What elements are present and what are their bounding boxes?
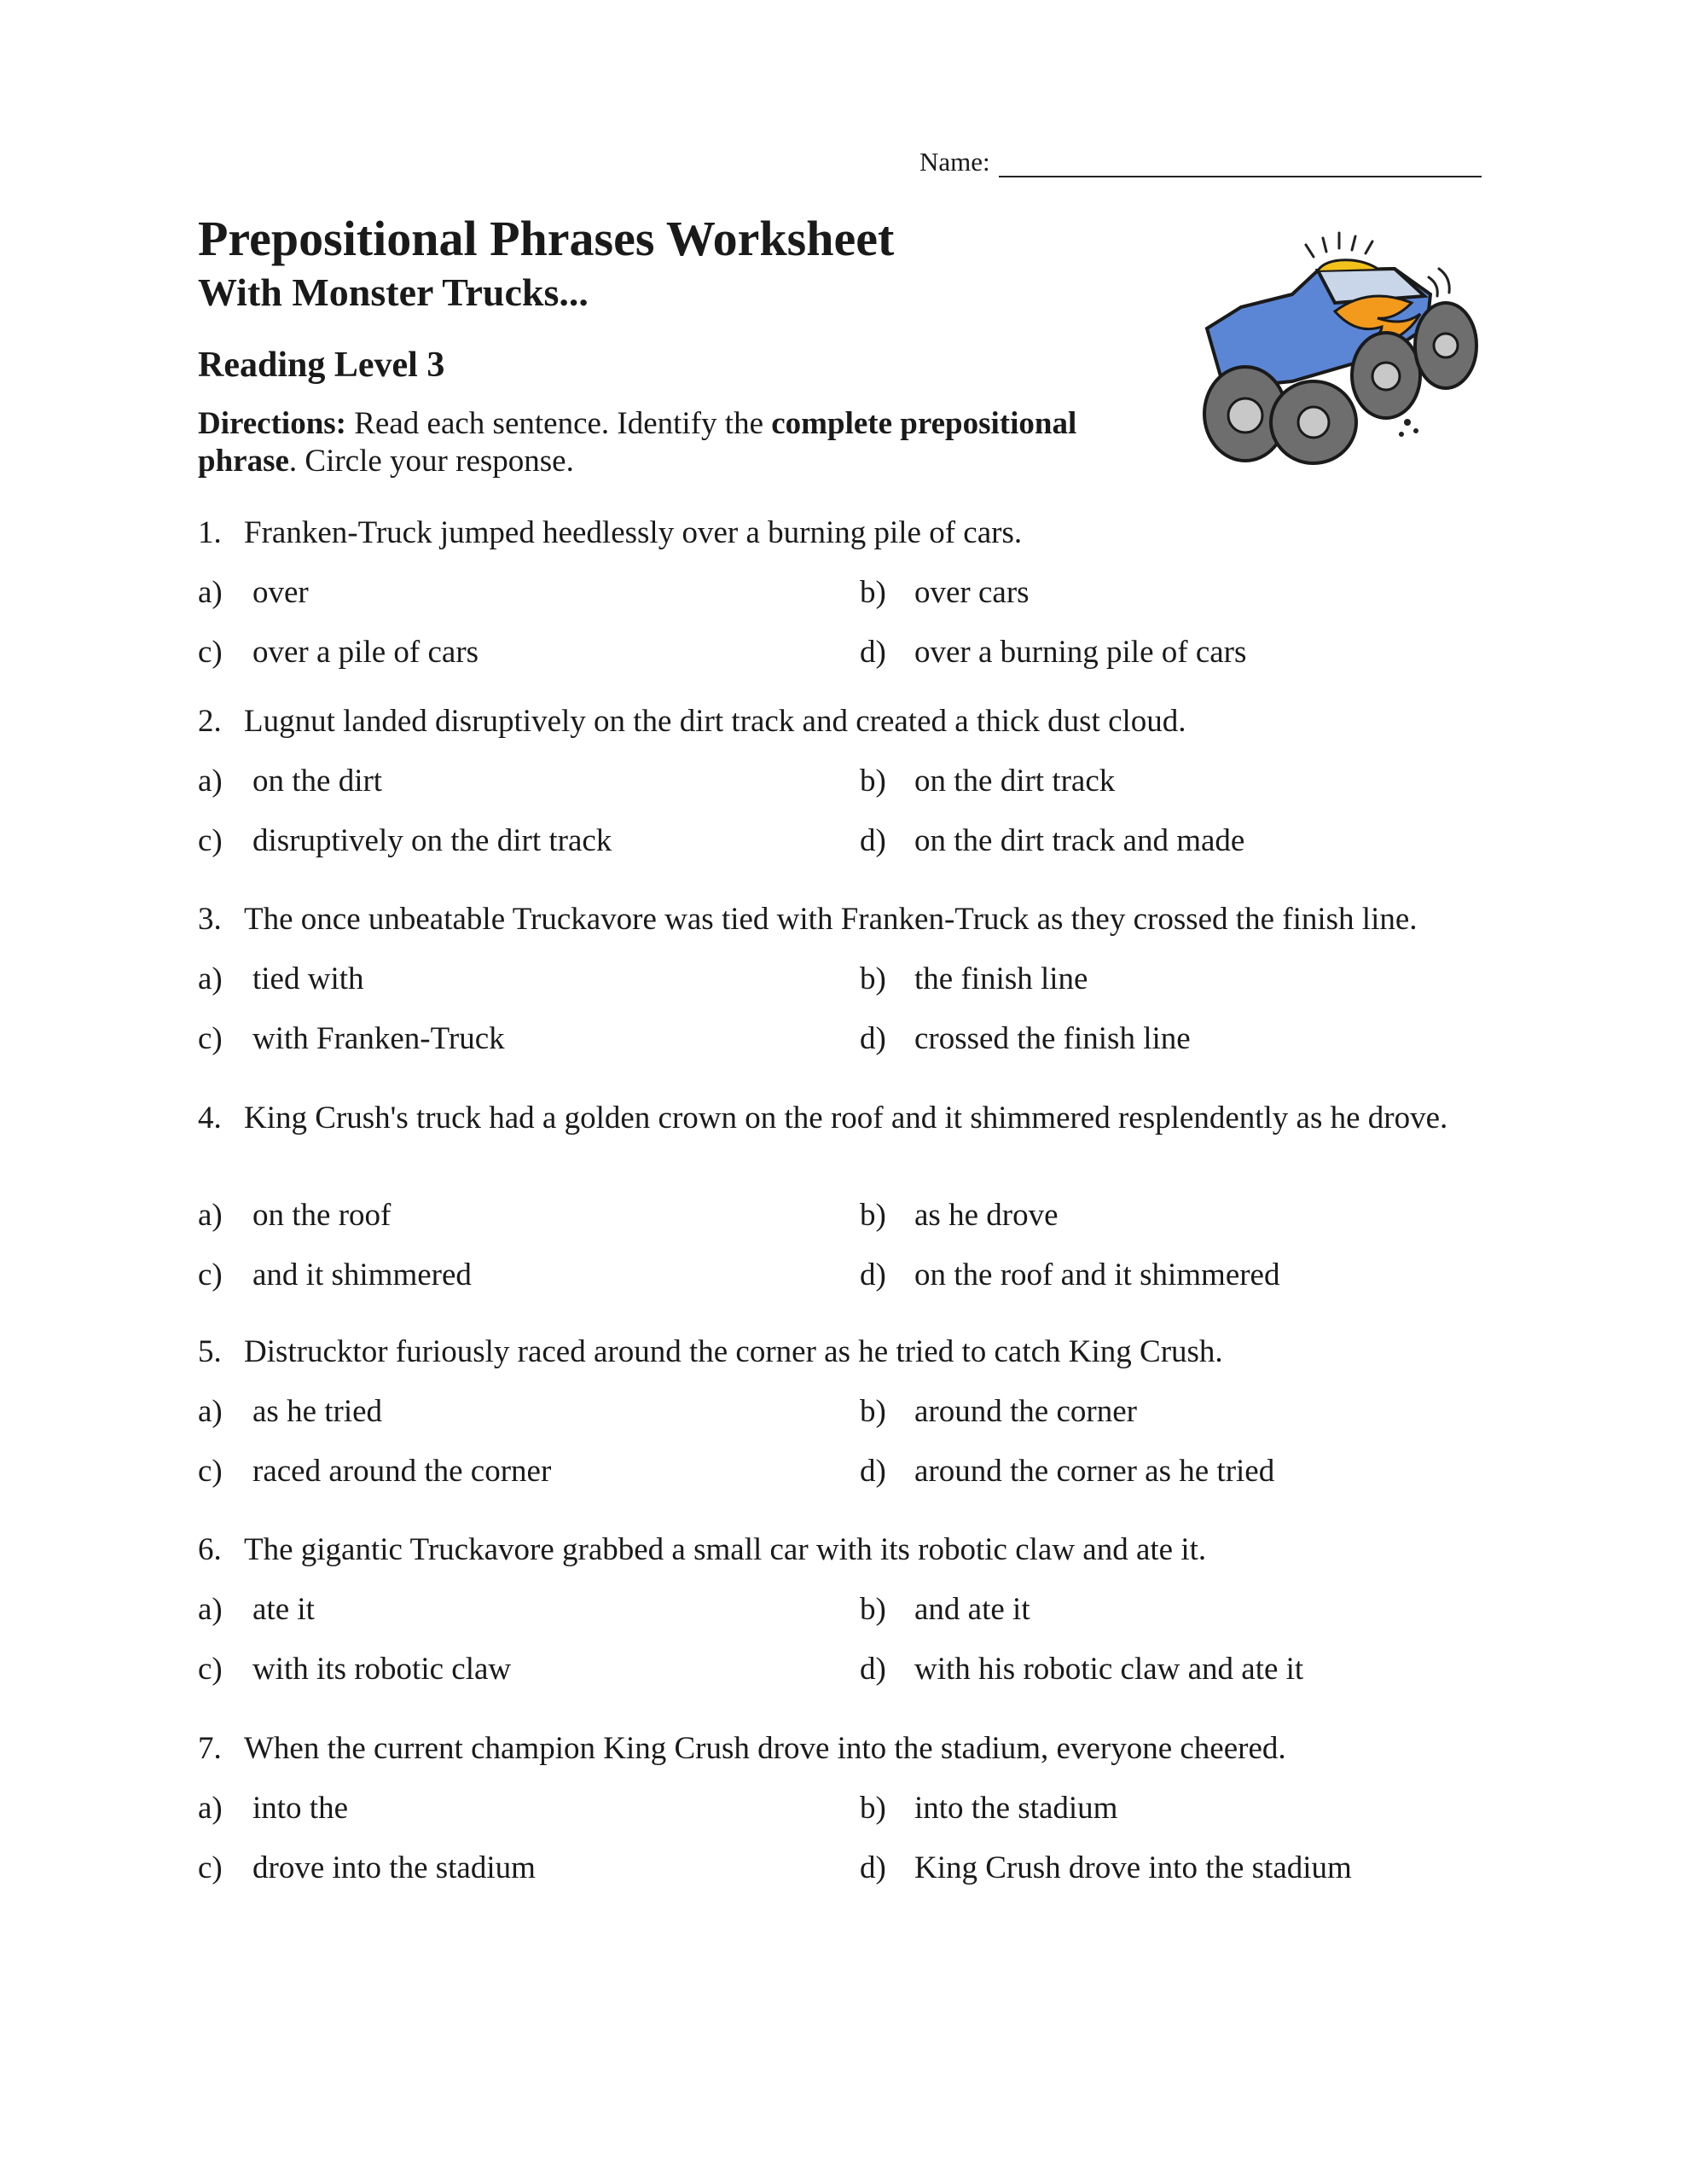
question-text: The once unbeatable Truckavore was tied with Franken-Truck as they crossed the finish line. [244, 902, 1418, 937]
name-label: Name: [919, 147, 990, 177]
question-stem [198, 1333, 1494, 1371]
option-letter: c) [198, 1021, 223, 1056]
option-text: into the [252, 1791, 349, 1826]
question-number: 7. [198, 1731, 222, 1766]
question-number: 3. [198, 902, 222, 937]
option-text: tied with [252, 961, 364, 996]
question-stem [198, 1730, 1494, 1768]
option-text: disruptively on the dirt track [252, 823, 612, 858]
question-number: 6. [198, 1532, 222, 1567]
question-text: The gigantic Truckavore grabbed a small car with its robotic claw and ate it. [244, 1532, 1207, 1567]
directions-label: Directions: [198, 406, 346, 441]
option-text: crossed the finish line [914, 1021, 1191, 1056]
monster-truck-illustration [1190, 226, 1480, 465]
option-text: and ate it [914, 1592, 1030, 1627]
answer-option[interactable] [198, 574, 309, 611]
option-text: on the dirt [252, 764, 383, 799]
answer-option[interactable] [198, 1197, 391, 1234]
option-letter: b) [860, 575, 886, 610]
option-text: as he drove [914, 1198, 1059, 1233]
answer-option[interactable] [198, 1591, 315, 1628]
answer-option[interactable] [198, 763, 382, 799]
answer-option[interactable] [198, 961, 364, 997]
question-item [198, 1100, 1494, 1137]
answer-option[interactable] [860, 961, 1088, 997]
option-letter: d) [860, 1021, 886, 1056]
question-item [198, 1531, 1494, 1569]
answer-option[interactable] [198, 634, 479, 671]
option-text: on the roof and it shimmered [914, 1258, 1280, 1292]
answer-option[interactable] [198, 1850, 536, 1886]
answer-option[interactable] [198, 1257, 472, 1293]
question-number: 5. [198, 1334, 222, 1369]
answer-option[interactable] [860, 1393, 1137, 1430]
option-letter: a) [198, 575, 223, 610]
option-letter: b) [860, 1394, 886, 1429]
option-letter: b) [860, 1592, 886, 1627]
question-item [198, 1333, 1494, 1371]
option-text: on the dirt track [914, 764, 1116, 799]
option-letter: a) [198, 1394, 223, 1429]
option-letter: d) [860, 823, 886, 858]
option-letter: d) [860, 1850, 886, 1885]
directions-bold-text: complete prepositional phrase [198, 406, 1077, 479]
name-blank-line[interactable] [999, 150, 1482, 177]
option-text: with Franken-Truck [252, 1021, 505, 1056]
option-text: on the dirt track and made [914, 823, 1245, 858]
answer-option[interactable] [860, 1651, 1303, 1687]
answer-option[interactable] [198, 1790, 348, 1827]
directions-text-2: . Circle your response. [288, 444, 574, 479]
option-text: around the corner as he tried [914, 1454, 1275, 1489]
option-letter: c) [198, 823, 223, 858]
option-text: ate it [252, 1592, 315, 1627]
answer-option[interactable] [860, 1020, 1191, 1057]
answer-option[interactable] [860, 1591, 1030, 1628]
question-stem [198, 514, 1494, 552]
answer-option[interactable] [198, 1020, 505, 1057]
option-letter: d) [860, 1652, 886, 1687]
answer-option[interactable] [860, 574, 1030, 611]
option-text: around the corner [914, 1394, 1137, 1429]
answer-option[interactable] [860, 634, 1246, 671]
option-text: into the stadium [914, 1791, 1118, 1826]
option-text: over a pile of cars [252, 635, 479, 670]
answer-option[interactable] [198, 1393, 382, 1430]
option-letter: c) [198, 635, 223, 670]
question-number: 1. [198, 515, 222, 550]
option-text: over [252, 575, 309, 610]
answer-option[interactable] [860, 763, 1115, 799]
option-letter: b) [860, 961, 886, 996]
question-item [198, 1730, 1494, 1768]
option-letter: b) [860, 764, 886, 799]
option-text: raced around the corner [252, 1454, 552, 1489]
question-text: Franken-Truck jumped heedlessly over a burning pile of cars. [244, 515, 1023, 550]
option-text: over cars [914, 575, 1030, 610]
question-number: 4. [198, 1101, 222, 1136]
answer-option[interactable] [860, 1790, 1117, 1827]
name-field[interactable] [919, 147, 1482, 177]
worksheet-subtitle: With Monster Trucks... [198, 270, 589, 314]
option-letter: a) [198, 1198, 223, 1233]
option-letter: d) [860, 1258, 886, 1292]
option-letter: c) [198, 1454, 223, 1489]
option-letter: a) [198, 961, 223, 996]
option-text: drove into the stadium [252, 1850, 536, 1885]
question-item [198, 514, 1494, 552]
question-text: King Crush's truck had a golden crown on the roof and it shimmered resplendently as he drove. [244, 1101, 1448, 1136]
option-letter: a) [198, 1592, 223, 1627]
question-text: Lugnut landed disruptively on the dirt track and created a thick dust cloud. [244, 704, 1186, 739]
option-text: on the roof [252, 1198, 392, 1233]
worksheet-title: Prepositional Phrases Worksheet [198, 211, 895, 266]
option-letter: a) [198, 1791, 223, 1826]
option-text: over a burning pile of cars [914, 635, 1247, 670]
answer-option[interactable] [198, 1453, 551, 1490]
reading-level: Reading Level 3 [198, 346, 445, 385]
answer-option[interactable] [860, 1197, 1059, 1234]
option-letter: b) [860, 1791, 886, 1826]
option-letter: c) [198, 1258, 223, 1292]
answer-option[interactable] [198, 1651, 511, 1687]
answer-option[interactable] [860, 1850, 1352, 1886]
option-letter: c) [198, 1850, 223, 1885]
option-letter: d) [860, 1454, 886, 1489]
option-text: the finish line [914, 961, 1088, 996]
option-text: as he tried [252, 1394, 383, 1429]
question-number: 2. [198, 704, 222, 739]
question-stem [198, 1100, 1494, 1137]
directions [198, 405, 1153, 480]
option-text: and it shimmered [252, 1258, 472, 1292]
question-stem [198, 703, 1494, 741]
question-item [198, 901, 1494, 938]
answer-option[interactable] [860, 1257, 1279, 1293]
option-text: with its robotic claw [252, 1652, 512, 1687]
question-item [198, 703, 1494, 741]
option-letter: a) [198, 764, 223, 799]
option-letter: d) [860, 635, 886, 670]
question-text: Distrucktor furiously raced around the corner as he tried to catch King Crush. [244, 1334, 1223, 1369]
answer-option[interactable] [198, 822, 612, 859]
question-stem [198, 1531, 1494, 1569]
option-text: with his robotic claw and ate it [914, 1652, 1304, 1687]
option-text: King Crush drove into the stadium [914, 1850, 1352, 1885]
answer-option[interactable] [860, 1453, 1274, 1490]
question-stem [198, 901, 1494, 938]
question-text: When the current champion King Crush drove into the stadium, everyone cheered. [244, 1731, 1286, 1766]
directions-text-1: Read each sentence. Identify the [346, 406, 772, 441]
option-letter: c) [198, 1652, 223, 1687]
answer-option[interactable] [860, 822, 1244, 859]
option-letter: b) [860, 1198, 886, 1233]
